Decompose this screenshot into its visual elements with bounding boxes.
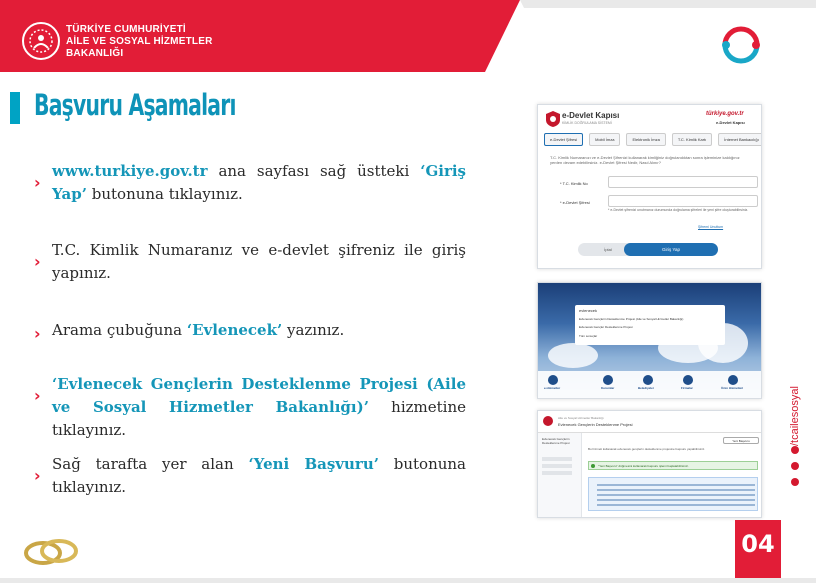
- login-tabs: [544, 133, 762, 146]
- step-1-highlight: ‘Giriş Yap’: [52, 162, 466, 203]
- social-handle: [789, 386, 803, 446]
- page-title: Başvuru Aşamaları: [34, 88, 236, 122]
- info-line: [597, 494, 755, 496]
- step-1: [34, 160, 466, 206]
- title-accent-bar: [10, 92, 20, 124]
- step-1-link: www.turkiye.gov.tr: [52, 162, 208, 180]
- institutions-icon[interactable]: [603, 375, 613, 385]
- password-label: * e-Devlet Şifresi: [560, 200, 590, 205]
- bottom-edge: [0, 578, 816, 583]
- step-5-highlight: ‘Yeni Başvuru’: [248, 455, 379, 473]
- municipalities-icon[interactable]: [643, 375, 653, 385]
- tab-edevlet-password[interactable]: e-Devlet Şifresi: [544, 133, 583, 146]
- services-label: e-Hizmetler: [544, 386, 561, 390]
- step-2: [34, 239, 466, 285]
- tc-label: * T.C. Kimlik No: [560, 181, 588, 186]
- instagram-icon: [791, 446, 799, 454]
- step-5-part-a: Sağ tarafta yer alan: [52, 455, 249, 473]
- sidebar-item[interactable]: [542, 457, 572, 461]
- tab-internet-banking[interactable]: İnternet Bankacılığı: [718, 133, 762, 146]
- project-breadcrumb: Aile ve Sosyal Hizmetler Bakanlığı: [558, 416, 604, 420]
- login-description: T.C. Kimlik Numaranızı ve e-Devlet Şifrenizi kullanarak kimliğiniz doğrulandıktan sonra işleminize kaldığınız yerden devam edebilirsiniz. e-Devlet Şifresi Nedir, Nasıl Alınır?: [550, 155, 740, 165]
- project-description: Bu hizmeti kullanarak evlenecek gençlerin desteklenme projesine başvuru yapabilirsiniz.: [588, 447, 706, 451]
- step-4-highlight: ‘Evlenecek Gençlerin Desteklenme Projesi (Aile ve Sosyal Hizmetler Bakanlığı)’: [52, 375, 466, 416]
- chevron-right-icon: ›: [34, 466, 41, 485]
- tc-input[interactable]: [608, 176, 758, 188]
- ministry-name: [66, 24, 213, 60]
- edevlet-logo-icon: [546, 111, 560, 127]
- step-4-part-b: hizmetine tıklayınız.: [52, 398, 466, 439]
- ministry-small-logo-icon: [542, 415, 554, 427]
- chevron-right-icon: ›: [34, 324, 41, 343]
- search-result-all[interactable]: Tüm sonuçlar: [579, 334, 598, 338]
- step-3-text: [52, 319, 466, 342]
- search-dropdown: [575, 305, 725, 345]
- twitter-icon: [791, 462, 799, 470]
- info-line: [597, 484, 755, 486]
- institutions-label: Kurumlar: [601, 386, 615, 390]
- info-line: [597, 499, 755, 501]
- product-services-label: Ürün Hizmetleri: [721, 386, 744, 390]
- ministry-line3: BAKANLIĞI: [66, 48, 124, 59]
- password-input[interactable]: [608, 195, 758, 207]
- municipalities-label: Belediyeler: [638, 386, 655, 390]
- tab-mobile-signature[interactable]: Mobil İmza: [589, 133, 620, 146]
- ministry-line2: AİLE VE SOSYAL HİZMETLER: [66, 36, 213, 47]
- success-notice: "Yeni Başvuru" düğmesini kullanarak başvuru işlemi başlatabilirsiniz.: [588, 461, 758, 470]
- step-3-part-a: Arama çubuğuna: [52, 321, 187, 339]
- brand-circles-icon: [718, 22, 764, 68]
- cloud-shape: [548, 343, 598, 368]
- step-2-text: T.C. Kimlik Numaranız ve e-devlet şifreniz ile giriş yapınız.: [52, 241, 466, 282]
- wedding-rings-icon: [22, 533, 80, 569]
- page-number: 04: [741, 530, 775, 558]
- step-1-part-b: ana sayfası sağ üstteki: [207, 162, 421, 180]
- chevron-right-icon: ›: [34, 386, 41, 405]
- forgot-password-link[interactable]: Şifremi Unuttum: [698, 225, 724, 229]
- edevlet-login-screenshot: [537, 104, 762, 269]
- step-5: [34, 453, 466, 499]
- search-result-1[interactable]: Evlenecek Gençlerin Desteklenme Projesi (Aile ve Sosyal Hizmetler Bakanlığı): [579, 317, 684, 321]
- tab-electronic-signature[interactable]: Elektronik İmza: [626, 133, 665, 146]
- project-page-screenshot: [537, 410, 762, 518]
- step-3-highlight: ‘Evlenecek’: [186, 321, 283, 339]
- project-sidebar: [538, 433, 582, 518]
- chevron-right-icon: ›: [34, 173, 41, 192]
- step-5-part-c: butonuna tıklayınız.: [52, 455, 467, 496]
- facebook-icon: [791, 478, 799, 486]
- social-handle-text: /tcailesosyal: [789, 386, 801, 446]
- step-3: [34, 319, 466, 342]
- ministry-logo: [22, 22, 60, 60]
- step-4: [34, 373, 466, 442]
- chevron-right-icon: ›: [34, 252, 41, 271]
- edevlet-subtitle: KİMLİK DOĞRULAMA SİSTEMİ: [562, 121, 612, 125]
- cancel-button[interactable]: İptal: [578, 243, 638, 256]
- tab-id-card[interactable]: T.C. Kimlik Kartı: [672, 133, 712, 146]
- ministry-line1: TÜRKİYE CUMHURİYETİ: [66, 24, 186, 35]
- step-1-part-d: butonuna tıklayınız.: [86, 185, 243, 203]
- sidebar-item[interactable]: [542, 471, 572, 475]
- edevlet-url: türkiye.gov.tr: [706, 111, 744, 117]
- project-topbar: [538, 411, 762, 433]
- info-box: [588, 477, 758, 511]
- step-3-part-c: yazınız.: [282, 321, 345, 339]
- new-application-button[interactable]: Yeni Başvuru: [723, 437, 759, 444]
- sidebar-item[interactable]: [542, 464, 572, 468]
- step-5-text: [52, 453, 466, 499]
- password-note: * e-Devlet şifrenizi unutmanız durumunda doğrulama şifreleri ile yeni şifre oluşturabilirsiniz.: [608, 208, 749, 212]
- step-1-text: [52, 160, 466, 206]
- login-button[interactable]: Giriş Yap: [624, 243, 718, 256]
- edevlet-right-label: e-Devlet Kapısı: [716, 120, 745, 125]
- step-4-text: [52, 373, 466, 442]
- info-line: [597, 489, 755, 491]
- companies-icon[interactable]: [683, 375, 693, 385]
- companies-label: Firmalar: [681, 386, 693, 390]
- edevlet-title: e-Devlet Kapısı: [562, 111, 620, 120]
- search-result-2[interactable]: Evlenecek Gençler Desteklenme Projesi: [579, 325, 633, 329]
- info-line: [597, 504, 755, 506]
- services-icon[interactable]: [548, 375, 558, 385]
- sidebar-title: Evlenecek Gençlerin Desteklenme Projesi: [542, 437, 570, 445]
- search-query[interactable]: evlenecek: [579, 308, 598, 313]
- project-title: Evlenecek Gençlerin Desteklenme Projesi: [558, 422, 633, 427]
- search-screenshot: [537, 282, 762, 399]
- product-services-icon[interactable]: [728, 375, 738, 385]
